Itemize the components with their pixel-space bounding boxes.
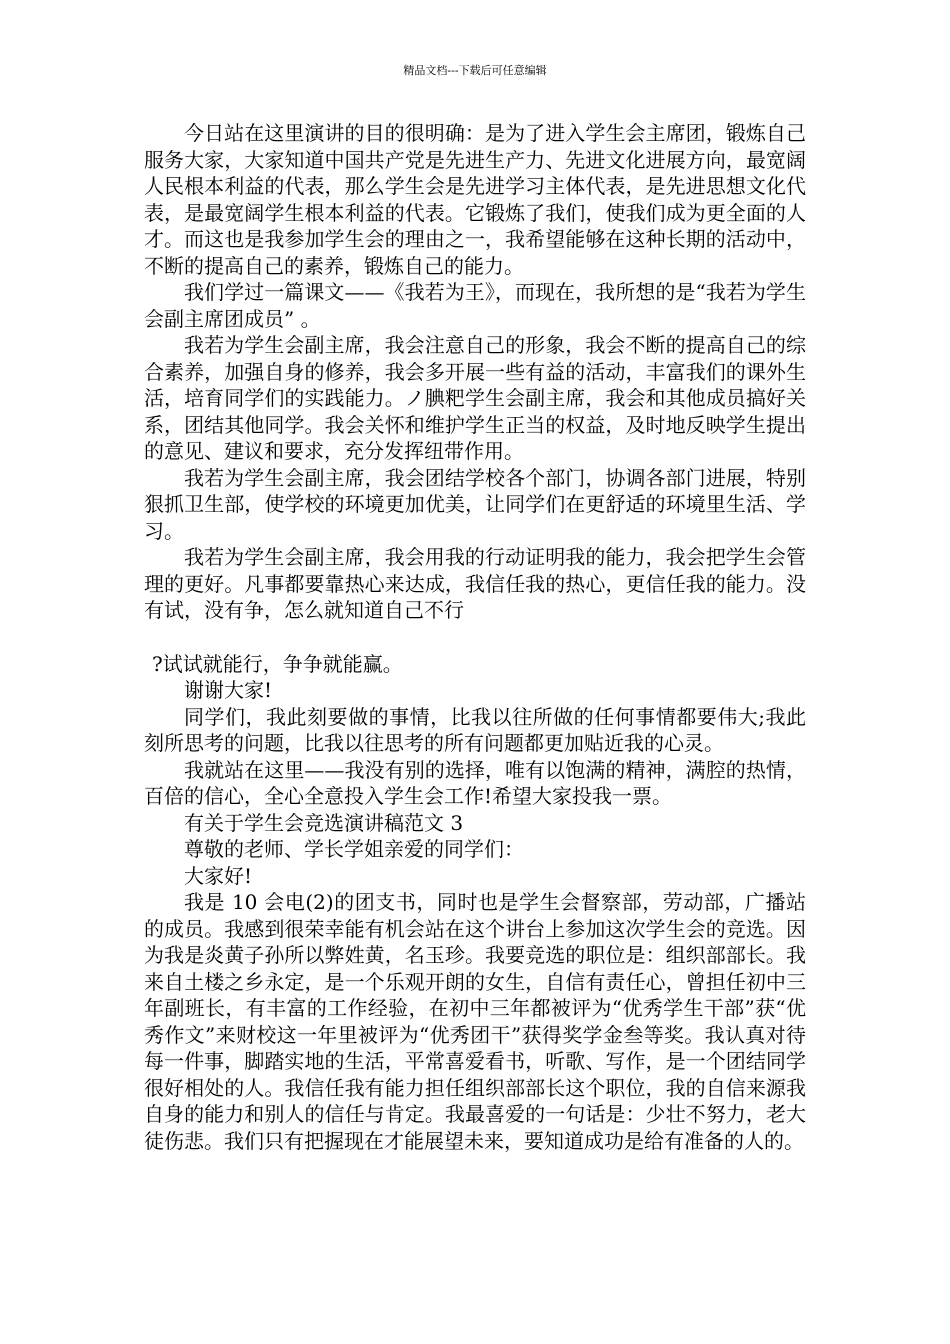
- paragraph: 我若为学生会副主席，我会注意自己的形象，我会不断的提高自己的综合素养，加强自身的修养，我会多开展一些有益的活动，丰富我们的课外生活，培育同学们的实践能力。ノ腆粑学生会副主席，我会和其他成员搞好关系，团结其他同学。我会关怀和维护学生正当的权益，及时地反映学生提出的意见、建议和要求，充分发挥纽带作用。: [144, 333, 806, 463]
- document-body: [144, 120, 806, 1154]
- page-header: 精品文档---下载后可任意编辑: [403, 64, 547, 77]
- blank-line: [144, 624, 806, 651]
- salutation: 尊敬的老师、学长学姐亲爱的同学们：: [184, 837, 524, 861]
- paragraph: 谢谢大家!: [184, 678, 273, 702]
- paragraph: 今日站在这里演讲的目的很明确：是为了进入学生会主席团，锻炼自己服务大家，大家知道中国共产党是先进生产力、先进文化进展方向，最宽阔人民根本利益的代表，那么学生会是先进学习主体代表，是先进思想文化代表，是最宽阔学生根本利益的代表。它锻炼了我们，使我们成为更全面的人才。而这也是我参加学生会的理由之一，我希望能够在这种长期的活动中，不断的提高自己的素养，锻炼自己的能力。: [144, 121, 806, 278]
- paragraph: 我是 10 会电(2)的团支书，同时也是学生会督察部，劳动部，广播站的成员。我感到很荣幸能有机会站在这个讲台上参加这次学生会的竞选。因为我是炎黄子孙所以弊姓黄，名玉珍。我要竞选的职位是：组织部部长。我来自土楼之乡永定，是一个乐观开朗的女生，自信有责任心，曾担任初中三年副班长，有丰富的工作经验，在初中三年都被评为“优秀学生干部”获“优秀作文”来财校这一年里被评为“优秀团干”获得奖学金叁等奖。我认真对待每一件事，脚踏实地的生活，平常喜爱看书，听歌、写作，是一个团结同学很好相处的人。我信任我有能力担任组织部部长这个职位，我的自信来源我自身的能力和别人的信任与肯定。我最喜爱的一句话是：少壮不努力，老大徒伤悲。我们只有把握现在才能展望未来，要知道成功是给有准备的人的。: [144, 890, 806, 1153]
- paragraph: 我若为学生会副主席，我会团结学校各个部门，协调各部门进展，特别狠抓卫生部，使学校的环境更加优美，让同学们在更舒适的环境里生活、学习。: [144, 465, 806, 543]
- paragraph: 我就站在这里——我没有别的选择，唯有以饱满的精神，满腔的热情，百倍的信心，全心全意投入学生会工作!希望大家投我一票。: [144, 757, 806, 808]
- paragraph: 同学们，我此刻要做的事情，比我以往所做的任何事情都要伟大;我此刻所思考的问题，比我以往思考的所有问题都更加贴近我的心灵。: [144, 704, 806, 755]
- paragraph: 我们学过一篇课文——《我若为王》，而现在，我所想的是“我若为学生会副主席团成员” 。: [144, 280, 806, 331]
- paragraph: ?试试就能行，争争就能赢。: [152, 651, 403, 676]
- greeting: 大家好!: [184, 863, 253, 888]
- section-title: 有关于学生会竞选演讲稿范文 3: [184, 810, 464, 835]
- paragraph: 我若为学生会副主席，我会用我的行动证明我的能力，我会把学生会管理的更好。凡事都要靠热心来达成，我信任我的热心，更信任我的能力。没有试，没有争，怎么就知道自己不行: [144, 545, 806, 622]
